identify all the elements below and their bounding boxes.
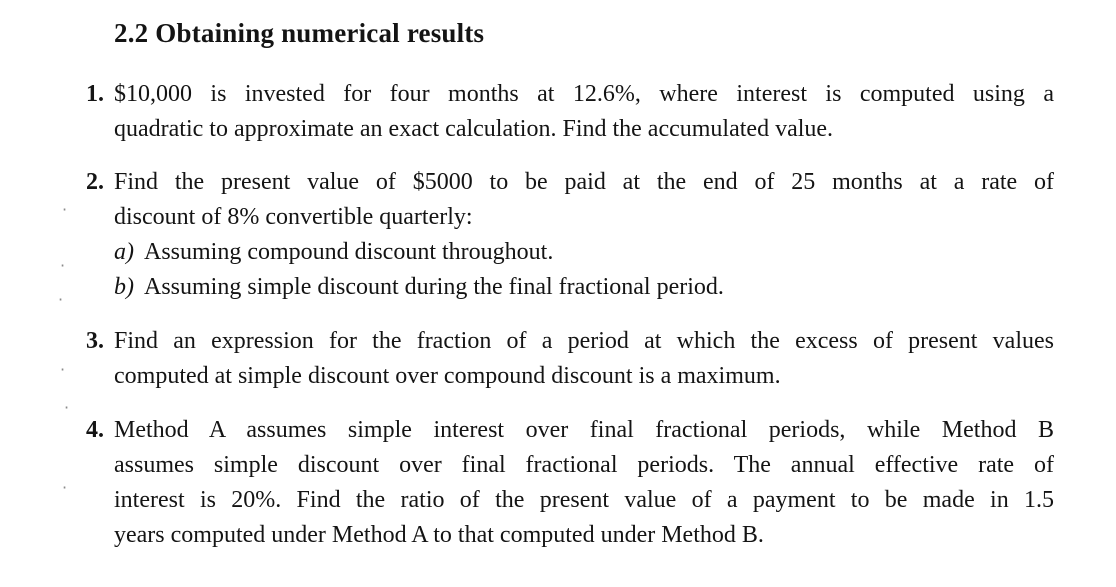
problem-text [114,413,1054,553]
problem-number: 2. [86,169,104,195]
problem-line: computed at simple discount over compound discount is a maximum. [114,363,781,389]
problem-part-a [114,235,1054,270]
section-title: 2.2 Obtaining numerical results [114,18,485,48]
problem-line: interest is 20%. Find the ratio of the present value of a payment to be made in 1.5 [114,487,1054,513]
margin-smudge: · [60,360,66,379]
part-text: Assuming simple discount during the final fractional period. [144,274,724,300]
part-letter: a) [114,239,134,265]
problem-number: 3. [86,328,104,354]
problem-number: 4. [86,417,104,443]
problem-number: 1. [86,81,104,107]
problem-text [114,165,1054,305]
margin-smudge: · [58,290,64,309]
part-letter: b) [114,274,134,300]
problem-part-b [114,270,1054,305]
problem-text [114,77,1054,147]
problem-line: assumes simple discount over final fractional periods. The annual effective rate of [114,452,1054,478]
problem-line: years computed under Method A to that computed under Method B. [114,522,764,548]
problem-line: $10,000 is invested for four months at 12.6%, where interest is computed using a [114,81,1054,107]
problem-line: discount of 8% convertible quarterly: [114,204,473,230]
problem-line: Find the present value of $5000 to be paid at the end of 25 months at a rate of [114,169,1054,195]
part-text: Assuming compound discount throughout. [144,239,554,265]
margin-smudge: · [60,256,66,275]
margin-smudge: · [62,200,68,219]
problem-line: Find an expression for the fraction of a period at which the excess of present values [114,328,1054,354]
margin-smudge: · [64,398,70,417]
problem-line: Method A assumes simple interest over final fractional periods, while Method B [114,417,1054,443]
margin-smudge: · [62,478,68,497]
problem-text [114,324,1054,394]
problem-line: quadratic to approximate an exact calculation. Find the accumulated value. [114,116,834,142]
